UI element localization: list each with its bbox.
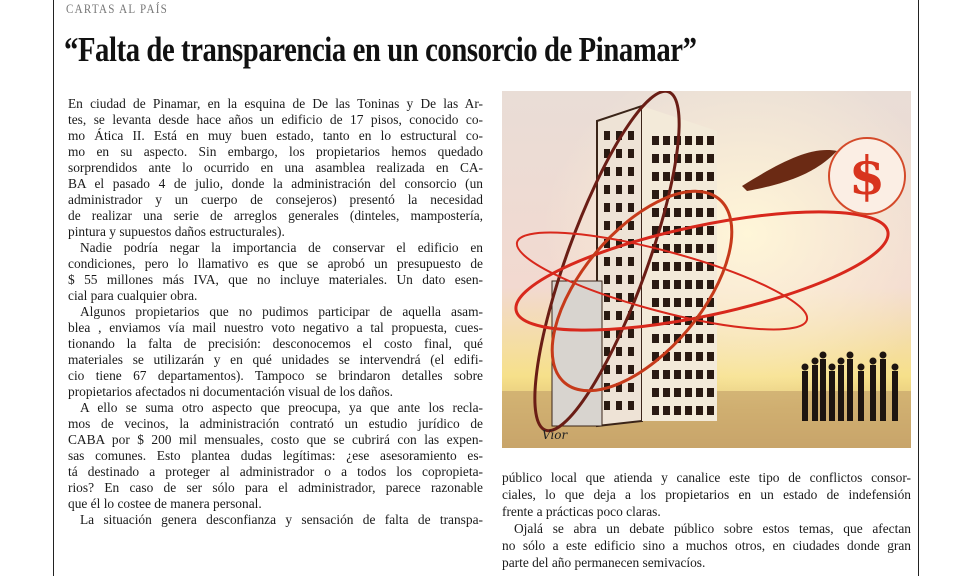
window [707,244,714,253]
window [685,136,692,145]
window [696,352,703,361]
window [628,365,634,374]
window [652,154,659,163]
building-illustration [502,91,911,448]
text-line: administrador y un cuerpo de consejeros) presentó la necesidad [68,192,483,207]
window [652,298,659,307]
person-silhouette [820,359,826,421]
text-line: mo Ática II. Está en muy buen estado, tanto en lo estructural co- [68,128,483,143]
text-line: propietarios afectados ni documentación visual de los daños. [68,384,394,399]
window [604,401,610,410]
window [674,406,681,415]
window [652,280,659,289]
window [674,388,681,397]
window [616,167,622,176]
text-line: mo en su aspecto. Sin embargo, los propietarios hemos quedado [68,144,483,159]
window [628,275,634,284]
text-line: En ciudad de Pinamar, en la esquina de De las Toninas y De las Ar- [68,96,483,111]
window [604,203,610,212]
text-line: público local que atienda y canalice este tipo de conflictos consor- [502,470,911,485]
window [616,275,622,284]
people-silhouettes [802,352,899,422]
window [628,131,634,140]
window [663,172,670,181]
window [707,172,714,181]
text-line: tionando la falta de precisión: desconocemos el costo final, qué [68,336,483,351]
window [616,203,622,212]
window [604,131,610,140]
text-line: condiciones, pero lo llamativo es que se aprobó un presupuesto de [68,256,483,271]
window [707,370,714,379]
window [628,149,634,158]
window [685,334,692,343]
window [696,388,703,397]
text-line: Nadie podría negar la importancia de conservar el edificio en [80,240,483,255]
text-line: no sólo a este edificio sino a muchos otros, en ciudades donde gran [502,538,911,553]
window [696,298,703,307]
section-label: CARTAS AL PAÍS [66,1,169,16]
window [707,406,714,415]
window [604,311,610,320]
window [696,244,703,253]
window [707,334,714,343]
window [707,154,714,163]
window [652,334,659,343]
window [628,185,634,194]
window [604,167,610,176]
person-silhouette [838,365,844,421]
person-silhouette [847,359,853,421]
text-line: A ello se suma otro aspecto que preocupa, ya que ante los recla- [80,400,483,415]
text-line: Algunos propietarios que no pudimos participar de aquella asam- [80,304,483,319]
window [685,388,692,397]
window [707,388,714,397]
text-line: tes, se levanta desde hace años un edificio de 17 pisos, conocido co- [68,112,483,127]
text-line: que él lo costee de manera personal. [68,496,262,511]
window [628,401,634,410]
window [628,383,634,392]
text-line: rios? En caso de ser sólo para el administrador, parece razonable [68,480,483,495]
window [663,334,670,343]
window [663,298,670,307]
text-line: sorprendidos ante lo ocurrido en una asamblea realizada en CA- [68,160,483,175]
text-line: ciales, lo que deja a los propietarios en un estado de indefensión [502,487,911,502]
person-silhouette [880,359,886,421]
window [696,406,703,415]
window [628,167,634,176]
window [663,370,670,379]
svg-text:$: $ [848,146,886,207]
window [707,208,714,217]
window [604,275,610,284]
person-silhouette [892,371,898,421]
text-line: materiales se utilizarán y en qué unidades se intervendrá (el edifi- [68,352,483,367]
window [685,262,692,271]
window [628,203,634,212]
page-border-left [53,0,54,576]
window [674,370,681,379]
window [652,172,659,181]
person-silhouette [870,365,876,421]
window [663,136,670,145]
window [674,244,681,253]
window [685,370,692,379]
text-line: cio tiene 67 departamentos). Tampoco se brindaron detalles sobre [68,368,483,383]
window [685,298,692,307]
window [707,226,714,235]
person-silhouette [802,371,808,421]
window [696,136,703,145]
window [663,154,670,163]
window [707,280,714,289]
text-line: BA el pasado 4 de julio, donde la administración del consorcio (un [68,176,483,191]
text-line: pintura y supuestos daños estructurales). [68,224,285,239]
window [674,262,681,271]
window [628,221,634,230]
window [616,311,622,320]
window [663,406,670,415]
window [604,221,610,230]
window [604,185,610,194]
window [685,154,692,163]
window [616,257,622,266]
text-line: frente a prácticas poco claras. [502,504,661,519]
text-line: Ojalá se abra un debate público sobre estos temas, que afectan [514,521,911,536]
window [604,257,610,266]
text-line: $ 55 millones más IVA, que no incluye materiales. Un dato esen- [68,272,483,287]
person-silhouette [858,371,864,421]
window [674,298,681,307]
window [685,208,692,217]
window [616,365,622,374]
window [628,329,634,338]
window [685,352,692,361]
window [652,136,659,145]
window [696,280,703,289]
window [663,280,670,289]
headline: “Falta de transparencia en un consorcio de Pinamar” [64,30,697,69]
window [652,388,659,397]
window [652,262,659,271]
window [674,280,681,289]
window [616,185,622,194]
text-line: CABA por $ 200 mil mensuales, costo que se cubrirá con las expen- [68,432,483,447]
window [663,388,670,397]
window [674,352,681,361]
text-line: parte del año permanecen semivacíos. [502,555,706,570]
window [616,401,622,410]
window [685,244,692,253]
person-silhouette [829,371,835,421]
article-column-1 [68,96,483,528]
window [628,257,634,266]
window [685,406,692,415]
text-line: de realizar una serie de arreglos generales (dinteles, mampostería, [68,208,483,223]
window [696,334,703,343]
window [707,136,714,145]
window [685,172,692,181]
window [707,352,714,361]
window [674,208,681,217]
window [616,149,622,158]
text-line: La situación genera desconfianza y sensación de falta de transpa- [80,512,483,527]
window [696,172,703,181]
window [652,208,659,217]
person-silhouette [812,365,818,421]
window [696,370,703,379]
window [685,280,692,289]
artist-signature: Vior [542,428,568,442]
text-line: cial para cualquier obra. [68,288,198,303]
window [628,347,634,356]
window [652,370,659,379]
window [696,208,703,217]
window [616,347,622,356]
window [652,190,659,199]
text-line: blea , enviamos vía mail nuestro voto negativo a tal propuesta, cues- [68,320,483,335]
window [696,154,703,163]
window [663,262,670,271]
article-column-2 [502,469,911,571]
text-line: sas comunes. Esto plantea dudas legítimas: ¿ese asesoramiento es- [68,448,483,463]
text-line: mos de vecinos, la administración contrató un estudio jurídico de [68,416,483,431]
text-line: tá destinado a proteger al administrador o a todos los copropieta- [68,464,483,479]
page-border-right [918,0,919,576]
window [696,262,703,271]
window [652,406,659,415]
